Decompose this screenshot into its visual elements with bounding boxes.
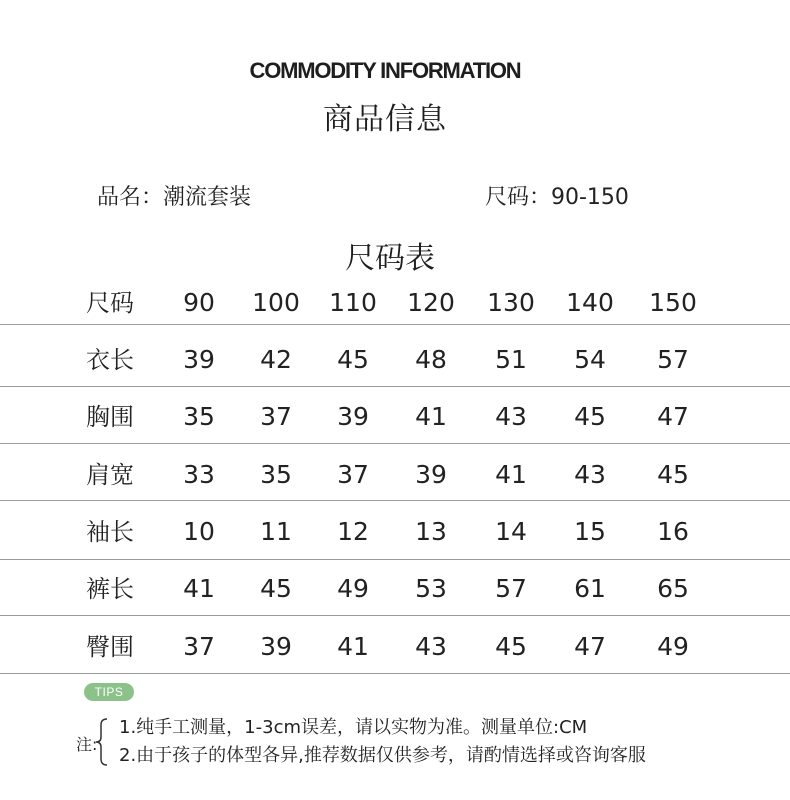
- row-label: 裤长: [86, 575, 134, 603]
- header-label: 尺码: [86, 289, 134, 317]
- table-cell: 61: [574, 574, 606, 603]
- table-cell: 16: [657, 517, 689, 546]
- table-divider: [0, 615, 790, 616]
- table-cell: 57: [657, 345, 689, 374]
- table-cell: 41: [495, 460, 527, 489]
- size-header-cell: 100: [252, 288, 300, 317]
- table-cell: 14: [495, 517, 527, 546]
- table-cell: 47: [574, 632, 606, 661]
- table-cell: 41: [415, 402, 447, 431]
- table-divider: [0, 324, 790, 325]
- row-label: 肩宽: [86, 461, 134, 489]
- table-cell: 49: [337, 574, 369, 603]
- table-divider: [0, 386, 790, 387]
- size-chart-title: 尺码表: [345, 241, 435, 276]
- table-cell: 43: [574, 460, 606, 489]
- size-header-cell: 140: [566, 288, 614, 317]
- size-header-cell: 130: [487, 288, 535, 317]
- table-header-row: [0, 283, 790, 323]
- table-cell: 48: [415, 345, 447, 374]
- table-cell: 13: [415, 517, 447, 546]
- table-divider: [0, 500, 790, 501]
- size-range: 尺码：90-150: [485, 185, 629, 210]
- tips-badge: TIPS: [84, 683, 134, 701]
- table-cell: 49: [657, 632, 689, 661]
- row-label: 胸围: [86, 403, 134, 431]
- table-row: [0, 512, 790, 552]
- table-cell: 39: [260, 632, 292, 661]
- size-header-cell: 150: [649, 288, 697, 317]
- row-label: 衣长: [86, 346, 134, 374]
- table-row: [0, 397, 790, 437]
- table-cell: 37: [260, 402, 292, 431]
- table-cell: 65: [657, 574, 689, 603]
- table-cell: 57: [495, 574, 527, 603]
- page-title-en: COMMODITY INFORMATION: [249, 58, 521, 83]
- table-cell: 45: [574, 402, 606, 431]
- note-line: 1.纯手工测量，1-3cm误差，请以实物为准。测量单位:CM: [119, 717, 588, 738]
- table-cell: 54: [574, 345, 606, 374]
- table-cell: 53: [415, 574, 447, 603]
- table-cell: 37: [337, 460, 369, 489]
- table-cell: 10: [183, 517, 215, 546]
- table-cell: 33: [183, 460, 215, 489]
- note-label: 注:: [76, 735, 98, 754]
- table-cell: 35: [260, 460, 292, 489]
- row-label: 臀围: [86, 633, 134, 661]
- table-row: [0, 340, 790, 380]
- table-cell: 39: [337, 402, 369, 431]
- table-divider: [0, 559, 790, 560]
- row-label: 袖长: [86, 518, 134, 546]
- table-cell: 43: [495, 402, 527, 431]
- curly-brace-icon: [94, 717, 110, 767]
- table-cell: 45: [337, 345, 369, 374]
- table-cell: 51: [495, 345, 527, 374]
- size-header-cell: 120: [407, 288, 455, 317]
- table-cell: 47: [657, 402, 689, 431]
- table-cell: 42: [260, 345, 292, 374]
- table-cell: 41: [337, 632, 369, 661]
- size-header-cell: 90: [183, 288, 215, 317]
- table-cell: 15: [574, 517, 606, 546]
- table-cell: 11: [260, 517, 292, 546]
- table-divider: [0, 443, 790, 444]
- product-name: 品名：潮流套装: [97, 185, 252, 210]
- table-cell: 45: [657, 460, 689, 489]
- table-row: [0, 569, 790, 609]
- page-title-cn: 商品信息: [323, 102, 447, 137]
- size-header-cell: 110: [329, 288, 377, 317]
- table-cell: 35: [183, 402, 215, 431]
- table-cell: 37: [183, 632, 215, 661]
- table-row: [0, 627, 790, 667]
- note-line: 2.由于孩子的体型各异,推荐数据仅供参考，请酌情选择或咨询客服: [119, 745, 646, 766]
- table-cell: 39: [415, 460, 447, 489]
- table-cell: 45: [495, 632, 527, 661]
- table-row: [0, 455, 790, 495]
- table-divider: [0, 673, 790, 674]
- table-cell: 43: [415, 632, 447, 661]
- table-cell: 41: [183, 574, 215, 603]
- table-cell: 45: [260, 574, 292, 603]
- table-cell: 39: [183, 345, 215, 374]
- table-cell: 12: [337, 517, 369, 546]
